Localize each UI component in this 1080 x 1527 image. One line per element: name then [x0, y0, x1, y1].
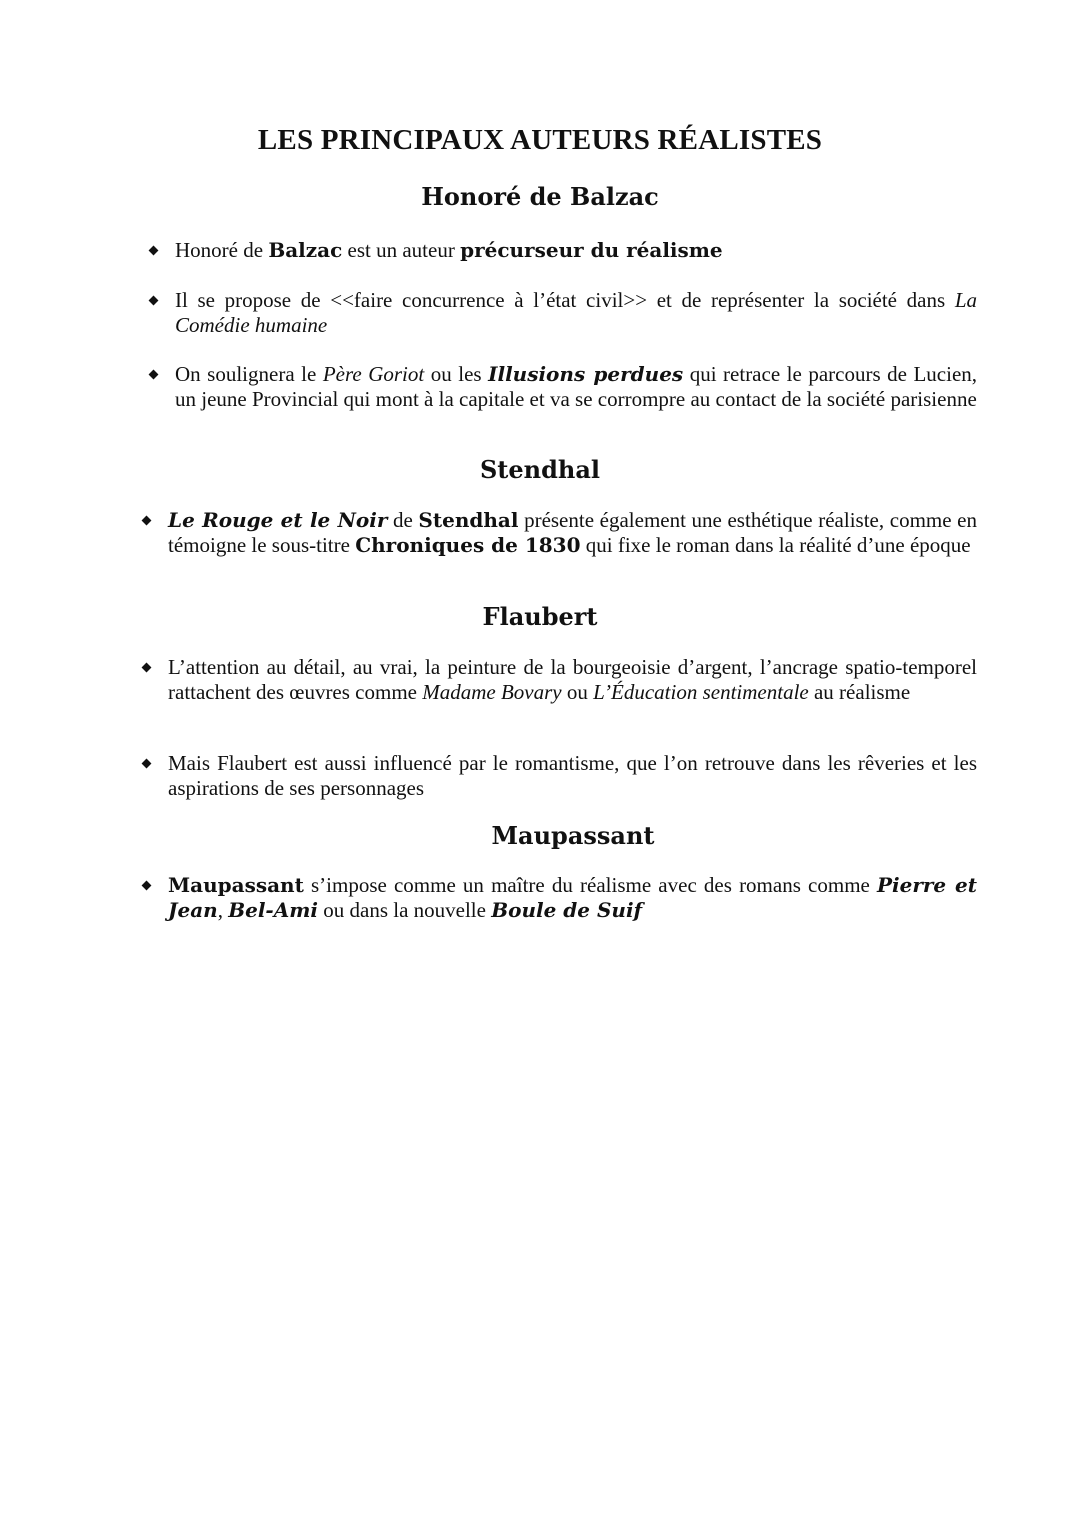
text-run: Mais Flaubert est aussi influencé par le romantisme, que l’on retrouve dans les rêveries et les aspirations de ses personnages [168, 751, 977, 800]
bullet-stendhal-rouge-noir [168, 508, 977, 558]
section-heading-flaubert: Flaubert [482, 602, 598, 631]
bold-italic-run: Illusions perdues [488, 362, 684, 386]
text-run: Il se propose de <<faire concurrence à l’état civil>> et de représenter la société dans [175, 288, 955, 312]
italic-run: L’Éducation sentimentale [593, 680, 809, 704]
text-run: ou les [424, 362, 489, 386]
italic-run: Père Goriot [322, 362, 425, 386]
bold-run: précurseur du réalisme [460, 238, 723, 262]
bullet-balzac-illusions [175, 362, 977, 412]
text-run: s’impose comme un maître du réalisme avec des romans comme [303, 873, 877, 897]
text-run: Honoré de [175, 238, 269, 262]
text-run: de [387, 508, 419, 532]
bold-italic-run: Le Rouge et le Noir [168, 508, 388, 532]
bullet-balzac-etat-civil [175, 288, 977, 338]
italic-run: Madame Bovary [422, 680, 562, 704]
text-run: au réalisme [808, 680, 911, 704]
text-run: On soulignera le [175, 362, 323, 386]
bullet-flaubert-romantisme [168, 751, 977, 801]
bold-italic-run: Pierre et Jean [168, 873, 977, 922]
text-run: qui fixe le roman dans la réalité d’une époque [580, 533, 971, 557]
bold-run: Maupassant [168, 873, 304, 897]
italic-run: La Comédie humaine [175, 288, 977, 337]
bullet-maupassant-maitre [168, 873, 977, 923]
text-run: est un auteur [342, 238, 461, 262]
text-run: ou [561, 680, 594, 704]
bold-run: Chroniques de 1830 [355, 533, 581, 557]
text-run: , [217, 898, 229, 922]
text-run: ou dans la nouvelle [318, 898, 492, 922]
section-heading-stendhal: Stendhal [479, 455, 601, 484]
bold-italic-run: Bel-Ami [228, 898, 318, 922]
text-run: qui retrace le parcours de Lucien, un jeune Provincial qui mont à la capitale et va se corrompre au contact de la société parisienne [175, 362, 978, 411]
section-heading-maupassant: Maupassant [491, 821, 655, 850]
bullet-flaubert-detail [168, 655, 977, 705]
bold-run: Balzac [268, 238, 343, 262]
bold-italic-run: Boule de Suif [491, 898, 643, 922]
bold-run: Stendhal [418, 508, 519, 532]
section-heading-balzac: Honoré de Balzac [421, 182, 659, 211]
page-title: LES PRINCIPAUX AUTEURS RÉALISTES [257, 124, 823, 156]
bullet-balzac-precurseur [175, 238, 977, 263]
text-run: présente également une esthétique réaliste, comme en témoigne le sous-titre [168, 508, 977, 557]
text-run: L’attention au détail, au vrai, la peinture de la bourgeoisie d’argent, l’ancrage spatio-temporel rattachent des œuvres comme [168, 655, 977, 704]
